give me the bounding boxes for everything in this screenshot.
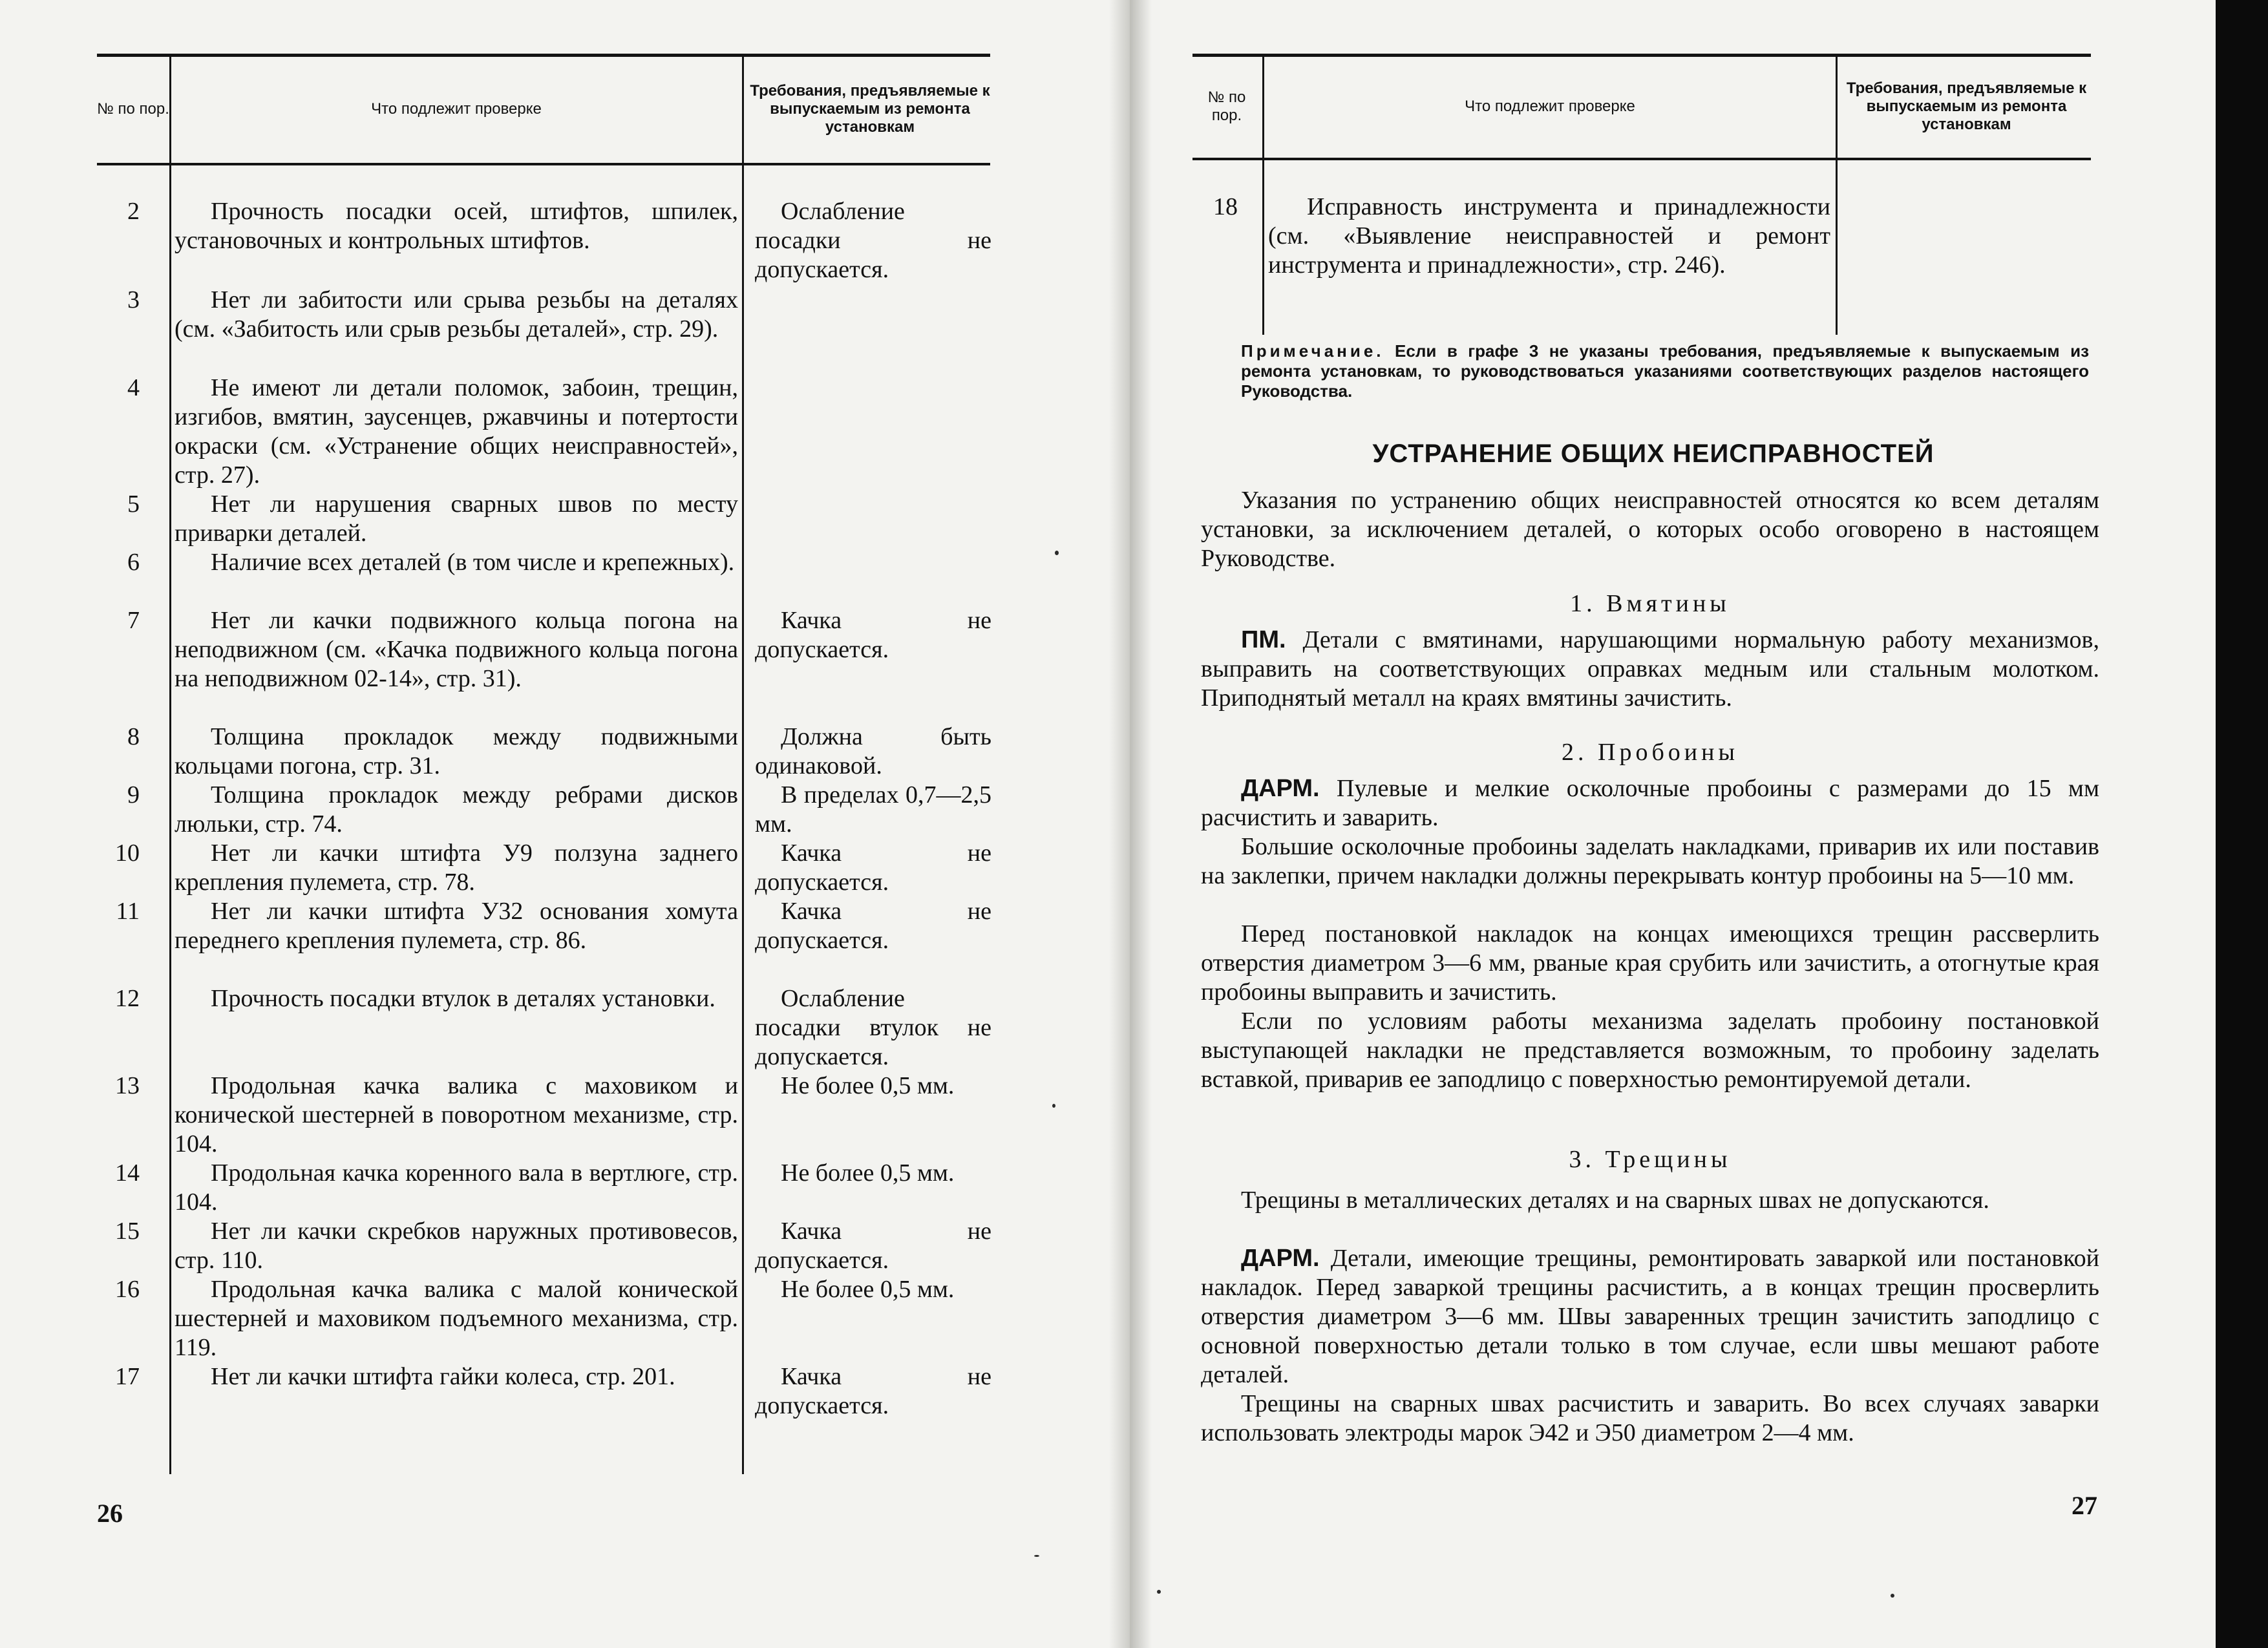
row-requirement: Качка не допускается. <box>755 1363 991 1419</box>
row-text: Нет ли качки скребков наружных противовесов, стр. 110. <box>175 1218 738 1274</box>
row-number: 15 <box>115 1218 140 1245</box>
row-text: Наличие всех деталей (в том числе и крепежных). <box>211 549 735 576</box>
row-number: 16 <box>115 1276 140 1303</box>
row-requirement: Не более 0,5 мм. <box>781 1159 955 1187</box>
scan-speck <box>1034 1555 1039 1557</box>
page-number: 26 <box>97 1499 123 1528</box>
table-note <box>1241 341 2089 401</box>
paragraph <box>1201 1244 2099 1389</box>
paragraph: Если по условиям работы механизма заделать пробоину постановкой выступающей накладки не представляется возможным, то пробоину заделать вставкой, приварив ее заподлицо с поверхностью ремонтируемой детали. <box>1201 1008 2099 1093</box>
row-requirement: Качка не допускается. <box>755 898 991 954</box>
paragraph: Перед постановкой накладок на концах имеющихся трещин рассверлить отверстия диаметром 3—6 мм, рваные края срубить или зачистить, а отогнутые края пробоины выправить и зачистить. <box>1201 920 2099 1006</box>
row-text: Нет ли качки штифта У9 ползуна заднего крепления пулемета, стр. 78. <box>175 840 738 896</box>
row-text: Исправность инструмента и принадлежности (см. «Выявление неисправностей и ремонт инструмента и принадлежности», стр. 246). <box>1268 193 1830 279</box>
row-number: 7 <box>127 607 140 634</box>
column-divider <box>742 56 744 1474</box>
paragraph <box>1201 626 2099 713</box>
subsection-heading: 1. Вмятины <box>1570 590 1730 617</box>
paragraph-text: Пулевые и мелкие осколочные пробоины с размерами до 15 мм расчистить и заварить. <box>1201 775 2099 831</box>
row-number: 11 <box>116 898 140 925</box>
header-col-requirements: Требования, предъявляемые к выпускаемым из ремонта установкам <box>750 82 990 136</box>
section-title: УСТРАНЕНИЕ ОБЩИХ НЕИСПРАВНОСТЕЙ <box>1372 439 1934 468</box>
row-text: Продольная качка коренного вала в вертлюге, стр. 104. <box>175 1159 738 1216</box>
column-divider <box>169 56 171 1474</box>
row-number: 18 <box>1213 193 1238 220</box>
row-text: Не имеют ли детали поломок, забоин, трещин, изгибов, вмятин, заусенцев, ржавчины и потертости окраски (см. «Устранение общих неисправностей», стр. 27). <box>175 374 738 489</box>
scan-speck <box>1055 551 1059 555</box>
paragraph: Трещины на сварных швах расчистить и заварить. Во всех случаях заварки использовать электроды марок Э42 и Э50 диаметром 2—4 мм. <box>1201 1390 2099 1446</box>
scan-edge <box>2216 0 2268 1648</box>
scan-speck <box>1157 1590 1161 1594</box>
row-text: Толщина прокладок между подвижными кольцами погона, стр. 31. <box>175 723 738 779</box>
header-col-number: № по пор. <box>97 100 169 118</box>
row-number: 4 <box>127 374 140 401</box>
header-col-number: № по пор. <box>1207 89 1246 124</box>
column-divider <box>1262 56 1264 335</box>
row-requirement: В пределах 0,7—2,5 мм. <box>755 781 991 838</box>
table-header-rule <box>1192 158 2091 160</box>
row-text: Толщина прокладок между ребрами дисков люльки, стр. 74. <box>175 781 738 838</box>
subsection-heading: 2. Пробоины <box>1562 739 1739 766</box>
row-text: Продольная качка валика с маховиком и конической шестерней в поворотном механизме, стр. 104. <box>175 1072 738 1157</box>
header-col-check: Что подлежит проверке <box>1465 98 1635 115</box>
row-requirement: Качка не допускается. <box>755 840 991 896</box>
row-requirement: Качка не допускается. <box>755 1218 991 1274</box>
paragraph <box>1201 774 2099 832</box>
paragraph-text: Детали с вмятинами, нарушающими нормальную работу механизмов, выправить на соответствующих оправках медным или стальным молотком. Приподнятый металл на краях вмятины зачистить. <box>1201 626 2099 712</box>
repair-level-label: ДАРМ. <box>1241 775 1320 802</box>
row-number: 17 <box>115 1363 140 1390</box>
row-requirement: Ослабление посадки не допускается. <box>755 198 991 283</box>
row-number: 2 <box>127 198 140 225</box>
scan-speck <box>1891 1594 1894 1598</box>
book-gutter-left <box>1109 0 1131 1648</box>
subsection-heading: 3. Трещины <box>1569 1146 1732 1173</box>
header-col-check: Что подлежит проверке <box>371 100 542 118</box>
row-text: Нет ли качки штифта гайки колеса, стр. 201. <box>211 1363 675 1390</box>
row-requirement: Качка не допускается. <box>755 607 991 663</box>
scan-speck <box>1052 1104 1055 1108</box>
row-requirement: Не более 0,5 мм. <box>781 1072 955 1099</box>
row-requirement: Ослабление посадки втулок не допускается. <box>755 985 991 1070</box>
row-text: Прочность посадки осей, штифтов, шпилек, установочных и контрольных штифтов. <box>175 198 738 254</box>
row-text: Нет ли качки подвижного кольца погона на неподвижном (см. «Качка подвижного кольца погона на неподвижном 02-14», стр. 31). <box>175 607 738 692</box>
row-text: Нет ли качки штифта У32 основания хомута переднего крепления пулемета, стр. 86. <box>175 898 738 954</box>
row-number: 14 <box>115 1159 140 1187</box>
row-text: Нет ли забитости или срыва резьбы на деталях (см. «Забитость или срыв резьбы деталей», стр. 29). <box>175 286 738 343</box>
row-number: 5 <box>127 491 140 518</box>
row-text: Прочность посадки втулок в деталях установки. <box>211 985 715 1012</box>
row-text: Нет ли нарушения сварных швов по месту приварки деталей. <box>175 491 738 547</box>
row-number: 13 <box>115 1072 140 1099</box>
row-requirement: Должна быть одинаковой. <box>755 723 991 779</box>
book-gutter-right <box>1130 0 1152 1648</box>
row-number: 12 <box>115 985 140 1012</box>
repair-level-label: ПМ. <box>1241 626 1286 653</box>
row-number: 9 <box>127 781 140 808</box>
column-divider <box>1836 56 1838 335</box>
intro-paragraph: Указания по устранению общих неисправностей относятся ко всем деталям установки, за исключением деталей, о которых особо оговорено в настоящем Руководстве. <box>1201 487 2099 572</box>
row-requirement: Не более 0,5 мм. <box>781 1276 955 1303</box>
row-number: 3 <box>127 286 140 313</box>
row-number: 10 <box>115 840 140 867</box>
paragraph: Большие осколочные пробоины заделать накладками, приварив их или поставив на заклепки, причем накладки должны перекрывать контур пробоины на 5—10 мм. <box>1201 833 2099 889</box>
row-text: Продольная качка валика с малой конической шестерней и маховиком подъемного механизма, стр. 119. <box>175 1276 738 1361</box>
note-label: Примечание. <box>1241 341 1384 361</box>
paragraph: Трещины в металлических деталях и на сварных швах не допускаются. <box>1241 1187 1989 1214</box>
paragraph-text: Детали, имеющие трещины, ремонтировать заваркой или постановкой накладок. Перед заваркой трещины расчистить, а в концах трещин просверлить отверстия диаметром 3—6 мм. Швы заваренных трещин зачистить заподлицо с основной поверхностью детали только в том случае, если швы мешают работе деталей. <box>1201 1245 2099 1388</box>
header-col-requirements: Требования, предъявляемые к выпускаемым из ремонта установкам <box>1846 79 2087 133</box>
page-number: 27 <box>2072 1491 2097 1520</box>
repair-level-label: ДАРМ. <box>1241 1245 1320 1272</box>
note-text: Если в графе 3 не указаны требования, предъявляемые к выпускаемым из ремонта установкам, то руководствоваться указаниями соответствующих разделов настоящего Руководства. <box>1241 341 2089 401</box>
table-header-rule <box>97 163 990 165</box>
row-number: 6 <box>127 549 140 576</box>
row-number: 8 <box>127 723 140 750</box>
